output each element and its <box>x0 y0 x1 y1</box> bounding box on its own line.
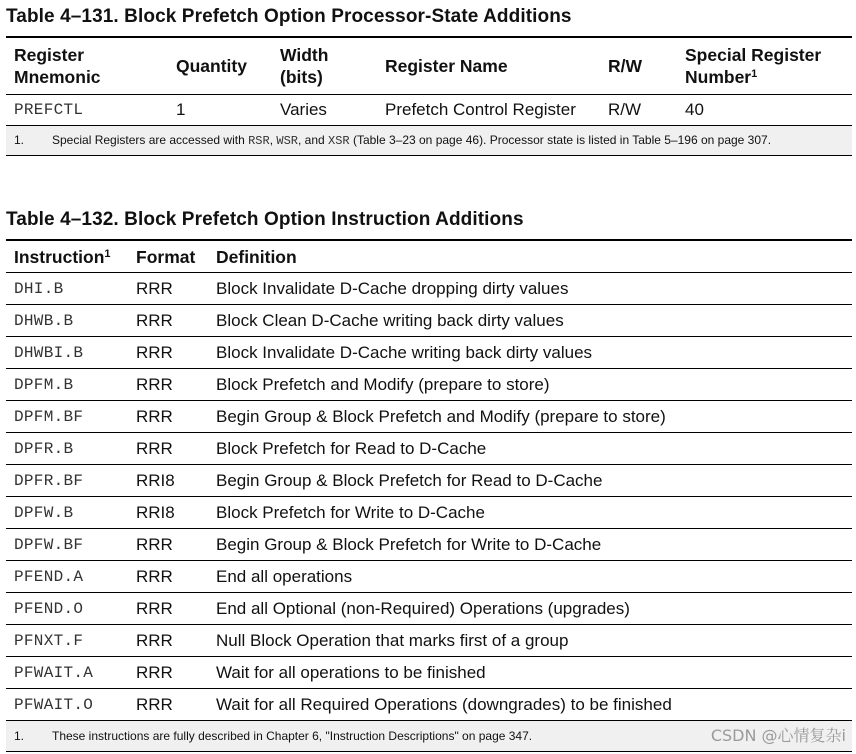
instruction-definition: Begin Group & Block Prefetch and Modify (prepare to store) <box>208 401 852 433</box>
instruction-mnemonic: DPFR.BF <box>6 465 128 497</box>
instruction-format: RRR <box>128 369 208 401</box>
table-row <box>6 305 852 337</box>
table2-header-row <box>6 240 852 273</box>
instruction-format: RRR <box>128 273 208 305</box>
table-row <box>6 689 852 721</box>
instruction-format: RRR <box>128 657 208 689</box>
table-row <box>6 529 852 561</box>
col-special-register-number: Special Register Number$^1$ <box>677 37 852 95</box>
table-row <box>6 625 852 657</box>
register-mnemonic: PREFCTL <box>6 95 168 126</box>
table-row <box>6 369 852 401</box>
instruction-definition: End all operations <box>208 561 852 593</box>
instruction-mnemonic: DHWBI.B <box>6 337 128 369</box>
instruction-format: RRR <box>128 433 208 465</box>
table-row <box>6 401 852 433</box>
table-row <box>6 657 852 689</box>
instruction-definition: Wait for all Required Operations (downgrades) to be finished <box>208 689 852 721</box>
table1-caption: Table 4–131. Block Prefetch Option Processor-State Additions <box>6 6 572 27</box>
instruction-mnemonic: PFNXT.F <box>6 625 128 657</box>
instruction-definition: Begin Group & Block Prefetch for Write to D-Cache <box>208 529 852 561</box>
instruction-format: RRR <box>128 689 208 721</box>
instruction-mnemonic: DPFM.BF <box>6 401 128 433</box>
instruction-definition: Block Prefetch for Read to D-Cache <box>208 433 852 465</box>
instruction-definition: Wait for all operations to be finished <box>208 657 852 689</box>
instruction-mnemonic: DPFR.B <box>6 433 128 465</box>
table-row <box>6 561 852 593</box>
table-row <box>6 95 852 126</box>
table1-footnote-row <box>6 126 852 156</box>
instruction-mnemonic: PFEND.O <box>6 593 128 625</box>
register-quantity: 1 <box>168 95 272 126</box>
instruction-format: RRR <box>128 593 208 625</box>
table2-footnote: 1. These instructions are fully described in Chapter 6, "Instruction Descriptions" on page 347. <box>6 721 852 752</box>
processor-state-table <box>6 36 852 156</box>
col-rw: R/W <box>600 37 677 95</box>
instruction-definition: Begin Group & Block Prefetch for Read to D-Cache <box>208 465 852 497</box>
instruction-definition: Block Prefetch for Write to D-Cache <box>208 497 852 529</box>
instruction-definition: Block Invalidate D-Cache dropping dirty values <box>208 273 852 305</box>
col-quantity: Quantity <box>168 37 272 95</box>
instruction-definition: End all Optional (non-Required) Operations (upgrades) <box>208 593 852 625</box>
instruction-format: RRI8 <box>128 465 208 497</box>
instruction-definition: Null Block Operation that marks first of a group <box>208 625 852 657</box>
instruction-mnemonic: DHI.B <box>6 273 128 305</box>
instruction-format: RRR <box>128 401 208 433</box>
table-row <box>6 337 852 369</box>
watermark: CSDN @心情复杂i <box>710 726 846 745</box>
table-row <box>6 273 852 305</box>
table2-caption: Table 4–132. Block Prefetch Option Instruction Additions <box>6 209 524 230</box>
table1-footnote: 1. Special Registers are accessed with RSR, WSR, and XSR (Table 3–23 on page 46). Processor state is listed in Table 5–196 on page 307. <box>6 126 852 156</box>
instruction-definition: Block Invalidate D-Cache writing back dirty values <box>208 337 852 369</box>
col-register-name: Register Name <box>377 37 600 95</box>
instruction-mnemonic: DPFM.B <box>6 369 128 401</box>
col-register-mnemonic: Register Mnemonic <box>6 37 168 95</box>
table-row <box>6 465 852 497</box>
col-definition: Definition <box>208 240 852 273</box>
instruction-format: RRR <box>128 625 208 657</box>
col-width: Width (bits) <box>272 37 377 95</box>
register-width: Varies <box>272 95 377 126</box>
instruction-definition: Block Prefetch and Modify (prepare to store) <box>208 369 852 401</box>
table-row <box>6 433 852 465</box>
instruction-mnemonic: DPFW.B <box>6 497 128 529</box>
table-row <box>6 593 852 625</box>
instruction-format: RRR <box>128 337 208 369</box>
instruction-definition: Block Clean D-Cache writing back dirty values <box>208 305 852 337</box>
register-number: 40 <box>677 95 852 126</box>
instruction-mnemonic: PFEND.A <box>6 561 128 593</box>
instruction-format: RRR <box>128 561 208 593</box>
register-rw: R/W <box>600 95 677 126</box>
col-instruction: Instruction$^1$ <box>6 240 128 273</box>
instruction-format: RRR <box>128 305 208 337</box>
instruction-format: RRR <box>128 529 208 561</box>
table-row <box>6 497 852 529</box>
register-name: Prefetch Control Register <box>377 95 600 126</box>
instruction-format: RRI8 <box>128 497 208 529</box>
instruction-mnemonic: DPFW.BF <box>6 529 128 561</box>
table1-header-row <box>6 37 852 95</box>
instruction-mnemonic: PFWAIT.A <box>6 657 128 689</box>
instruction-mnemonic: PFWAIT.O <box>6 689 128 721</box>
col-format: Format <box>128 240 208 273</box>
instruction-mnemonic: DHWB.B <box>6 305 128 337</box>
instruction-table <box>6 239 852 752</box>
